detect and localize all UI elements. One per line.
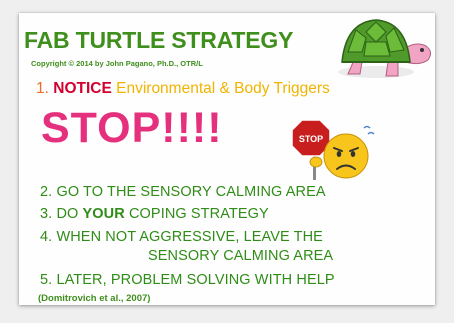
step-leave-area — [40, 229, 323, 245]
step-text: LATER, PROBLEM SOLVING WITH HELP — [56, 272, 335, 288]
step-emphasis: YOUR — [82, 206, 125, 222]
step-text-prefix: DO — [56, 206, 79, 222]
step-text-suffix: COPING STRATEGY — [128, 206, 269, 222]
step-number: 4. — [40, 229, 53, 245]
notice-triggers: Environmental & Body Triggers — [116, 80, 330, 97]
stop-heading: STOP!!!! — [41, 104, 223, 152]
stop-sign-emoji-icon — [290, 116, 378, 182]
step-text: GO TO THE SENSORY CALMING AREA — [56, 184, 326, 200]
step-number: 3. — [40, 206, 53, 222]
slide-title: FAB TURTLE STRATEGY — [24, 27, 294, 53]
step-problem-solving — [40, 272, 335, 288]
step-text-line1: WHEN NOT AGGRESSIVE, LEAVE THE — [56, 229, 323, 245]
step-number: 2. — [40, 184, 53, 200]
step-leave-area-continued: SENSORY CALMING AREA — [148, 248, 334, 264]
copyright-text: Copyright © 2014 by John Pagano, Ph.D., OTR/L — [31, 59, 203, 68]
step-sensory-area — [40, 184, 326, 200]
stop-sign-label: STOP — [298, 134, 324, 144]
step-number: 1. — [36, 80, 49, 97]
step-notice — [36, 80, 330, 98]
notice-keyword: NOTICE — [53, 80, 112, 97]
step-number: 5. — [40, 272, 53, 288]
citation: (Domitrovich et al., 2007) — [38, 293, 151, 304]
step-coping-strategy — [40, 206, 269, 222]
turtle-icon — [336, 16, 436, 82]
